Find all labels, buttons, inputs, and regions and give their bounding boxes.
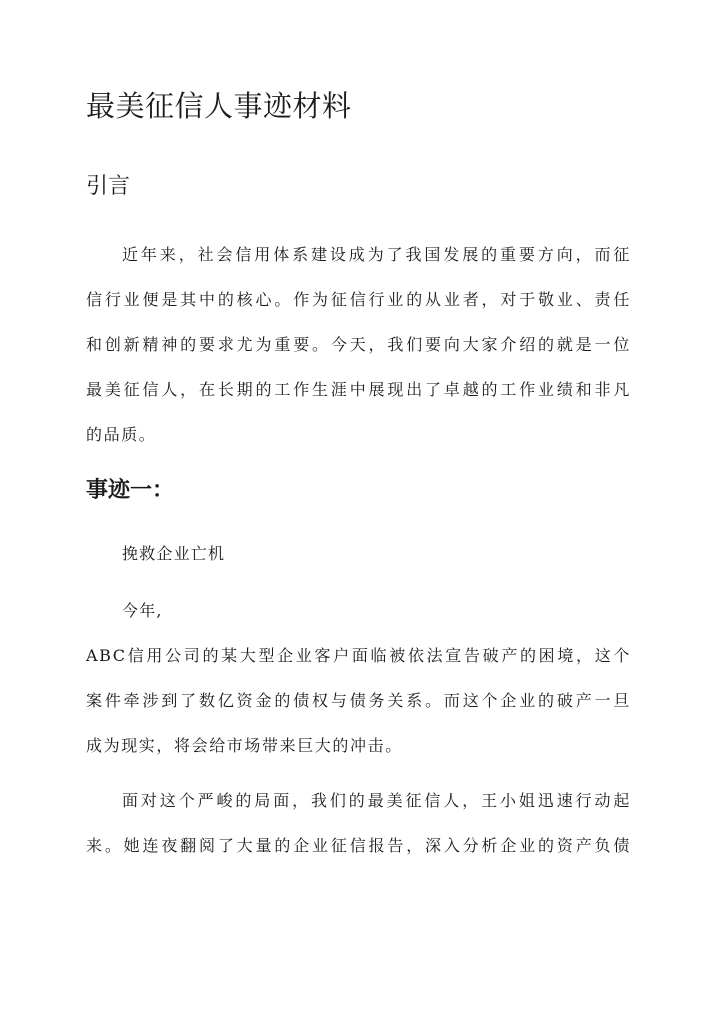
intro-line-5: 的品质。 [86,425,157,444]
document-title: 最美征信人事迹材料 [86,89,352,123]
deed1-p2-line-2: 来。她连夜翻阅了大量的企业征信报告，深入分析企业的资产负债 [86,836,631,855]
deed1-subtitle: 挽救企业亡机 [122,544,226,563]
deed1-year-line: 今年, [122,601,163,620]
deed1-p2-line-1: 面对这个严峻的局面，我们的最美征信人，王小姐迅速行动起 [122,791,631,810]
deed1-paragraph-1 [86,633,631,768]
intro-line-3: 和创新精神的要求尤为重要。今天，我们要向大家介绍的就是一位 [86,335,631,354]
intro-line-4: 最美征信人，在长期的工作生涯中展现出了卓越的工作业绩和非凡 [86,380,631,399]
intro-line-2: 信行业便是其中的核心。作为征信行业的从业者，对于敬业、责任 [86,290,631,309]
deed1-p1-line-1: ABC信用公司的某大型企业客户面临被依法宣告破产的困境，这个 [86,646,631,665]
deed1-heading: 事迹一： [86,477,175,503]
intro-line-1: 近年来，社会信用体系建设成为了我国发展的重要方向，而征 [122,245,631,264]
intro-heading: 引言 [86,174,131,199]
deed1-paragraph-2 [86,778,631,868]
intro-paragraph [86,232,631,457]
deed1-p1-line-3: 成为现实，将会给市场带来巨大的冲击。 [86,736,403,755]
deed1-p1-line-2: 案件牵涉到了数亿资金的债权与债务关系。而这个企业的破产一旦 [86,691,631,710]
